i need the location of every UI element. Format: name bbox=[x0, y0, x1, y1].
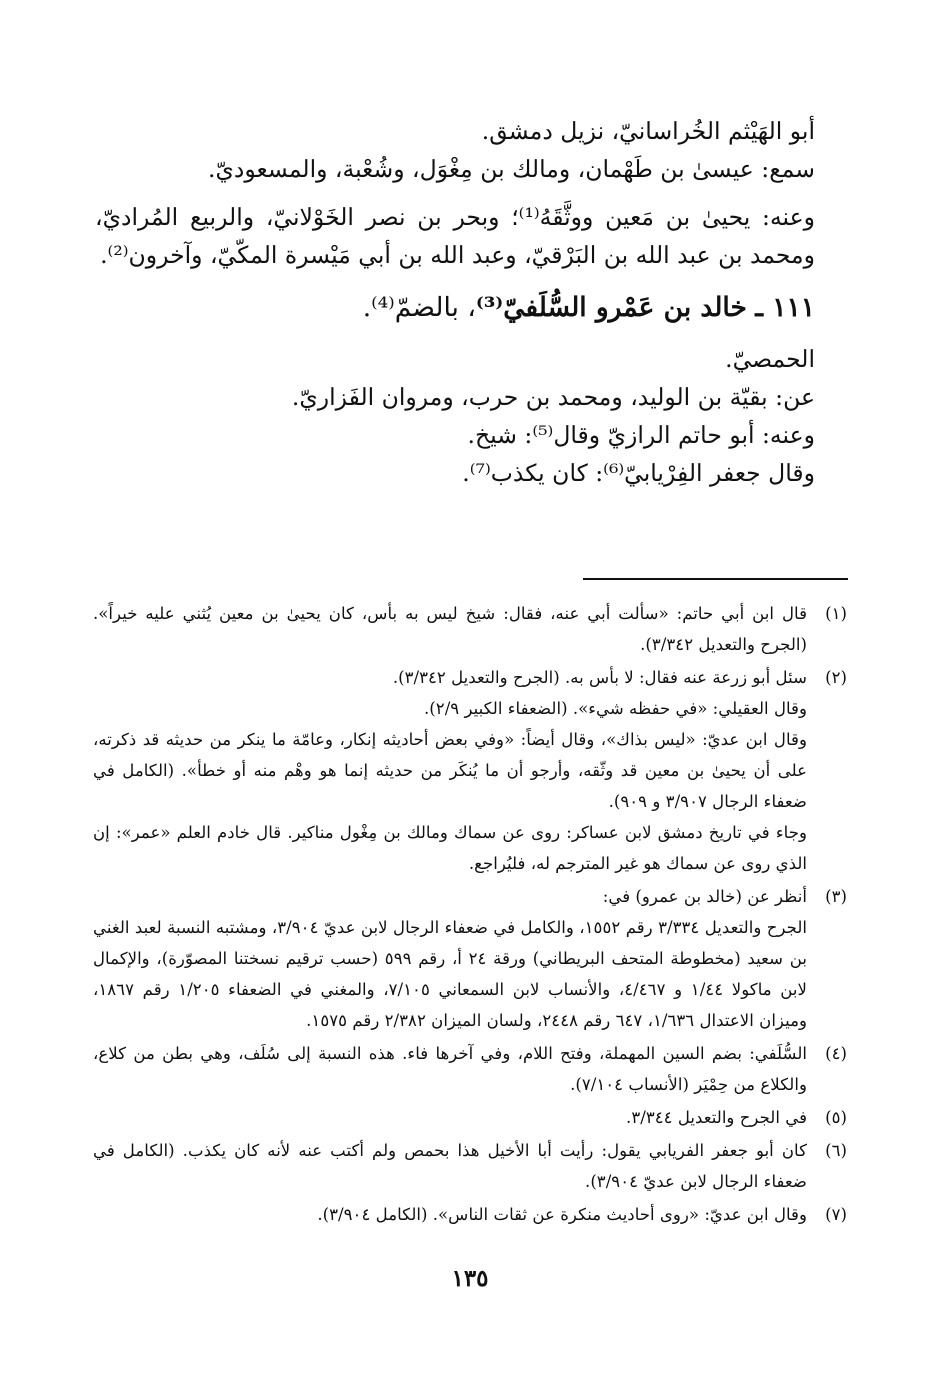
footnote-text bbox=[93, 881, 807, 1036]
entry-111-name-suffix: ، بالضمّ⁽⁴⁾. bbox=[362, 292, 476, 323]
footnote-number: (٦) bbox=[825, 1141, 847, 1160]
entry-111-name: خالد بن عَمْرو السُّلَفيّ⁽³⁾ bbox=[475, 292, 747, 323]
footnote-paragraph: أنظر عن (خالد بن عمرو) في: bbox=[602, 887, 807, 906]
footnote-1 bbox=[93, 598, 847, 660]
footnote-text: السُّلَفي: بضم السين المهملة، وفتح اللام، وفي آخرها فاء. هذه النسبة إلى سُلَف، وهي بطن من كلاع، والكلاع من حِمْيَر (الأنساب ٧/١٠٤). bbox=[93, 1044, 807, 1094]
footnote-text bbox=[93, 662, 807, 879]
footnote-paragraph: وقال العقيلي: «في حفظه شيء». (الضعفاء الكبير ٢/٩). bbox=[424, 699, 807, 718]
footnote-separator bbox=[583, 578, 848, 580]
footnote-text: وقال ابن عديّ: «روى أحاديث منكرة عن ثقات الناس». (الكامل ٣/٩٠٤). bbox=[317, 1205, 807, 1224]
entry-111-line-2: عن: بقيّة بن الوليد، ومحمد بن حرب، ومروان الفَزاريّ. bbox=[291, 383, 815, 411]
footnote-number: (١) bbox=[825, 604, 847, 623]
footnote-2 bbox=[93, 662, 847, 879]
footnotes bbox=[93, 598, 847, 1232]
entry-111-line-4: وقال جعفر الفِرْيابيّ⁽⁶⁾: كان يكذب⁽⁷⁾. bbox=[462, 459, 815, 487]
footnote-number: (٧) bbox=[825, 1205, 847, 1224]
footnote-number: (٣) bbox=[825, 887, 847, 906]
footnote-paragraph: وقال ابن عديّ: «ليس بذاك»، وقال أيضاً: «وفي بعض أحاديثه إنكار، وعامّة ما ينكر من حديثه قد ذكرته، على أن يحيىٰ بن معين قد وثّقه، وأرجو أن ما يُنكَر من حديثه إنما هو وهْم منه أو خطأ». (الكامل في ضعفاء الرجال ٣/٩٠٧ و ٩٠٩). bbox=[93, 730, 807, 811]
footnote-paragraph: سئل أبو زرعة عنه فقال: لا بأس به. (الجرح والتعديل ٣/٣٤٢). bbox=[392, 668, 807, 687]
footnote-number: (٢) bbox=[825, 668, 847, 687]
footnote-6 bbox=[93, 1135, 847, 1197]
footnote-number: (٤) bbox=[825, 1044, 847, 1063]
footnote-5 bbox=[93, 1102, 847, 1133]
entry-110-line-1: أبو الهَيْثم الخُراسانيّ، نزيل دمشق. bbox=[481, 117, 815, 145]
entry-111-line-3: وعنه: أبو حاتم الرازيّ وقال⁽⁵⁾: شيخ. bbox=[467, 421, 815, 449]
entry-111-line-1: الحمصيّ. bbox=[725, 345, 815, 373]
page-number: ١٣٥ bbox=[451, 1265, 489, 1292]
entry-111-heading bbox=[95, 286, 815, 330]
footnote-number: (٥) bbox=[825, 1108, 847, 1127]
footnote-paragraph: وجاء في تاريخ دمشق لابن عساكر: روى عن سماك ومالك بن مِغْول مناكير. قال خادم العلم «عمر»: إن الذي روى عن سماك هو غير المترجم له، فليُراجع. bbox=[93, 823, 807, 873]
entry-111-number: ١١١ ـ bbox=[755, 292, 815, 323]
footnote-text: قال ابن أبي حاتم: «سألت أبي عنه، فقال: شيخ ليس به بأس، كان يحيىٰ بن معين يُثني عليه خيراً». (الجرح والتعديل ٣/٣٤٢). bbox=[93, 604, 807, 654]
footnote-3 bbox=[93, 881, 847, 1036]
footnote-paragraph: الجرح والتعديل ٣/٣٣٤ رقم ١٥٥٢، والكامل في ضعفاء الرجال لابن عديّ ٣/٩٠٤، ومشتبه النسبة لعبد الغني بن سعيد (مخطوطة المتحف البريطاني) ورقة ٢٤ أ، رقم ٥٩٩ (حسب ترقيم نسختنا المصوّرة)، والإكمال لابن ماكولا ١/٤٤ و ٤/٤٦٧، والأنساب لابن السمعاني ٧/١٠٥، والمغني في الضعفاء ١/٢٠٥ رقم ١٨٦٧، وميزان الاعتدال ١/٦٣٦، ٦٤٧ رقم ٢٤٤٨، ولسان الميزان ٢/٣٨٢ رقم ١٥٧٥. bbox=[93, 918, 808, 1030]
main-text bbox=[95, 112, 815, 492]
footnote-7 bbox=[93, 1199, 847, 1230]
entry-110-line-2: سمع: عيسىٰ بن طَهْمان، ومالك بن مِغْوَل، وشُعْبة، والمسعوديّ. bbox=[208, 155, 815, 183]
footnote-4 bbox=[93, 1038, 847, 1100]
entry-110-narrators-paragraph: وعنه: يحيىٰ بن مَعين ووثَّقَهُ⁽¹⁾؛ وبحر بن نصر الخَوْلانيّ، والربيع المُراديّ، ومحمد بن عبد الله بن البَرْقيّ، وعبد الله بن أبي مَيْسرة المكّيّ، وآخرون⁽²⁾. bbox=[95, 203, 816, 269]
footnote-text: في الجرح والتعديل ٣/٣٤٤. bbox=[626, 1108, 807, 1127]
footnote-text: كان أبو جعفر الفريابي يقول: رأيت أبا الأخيل هذا بحمص ولم أكتب عنه لأنه كان يكذب. (الكامل في ضعفاء الرجال لابن عديّ ٣/٩٠٤). bbox=[93, 1141, 807, 1191]
